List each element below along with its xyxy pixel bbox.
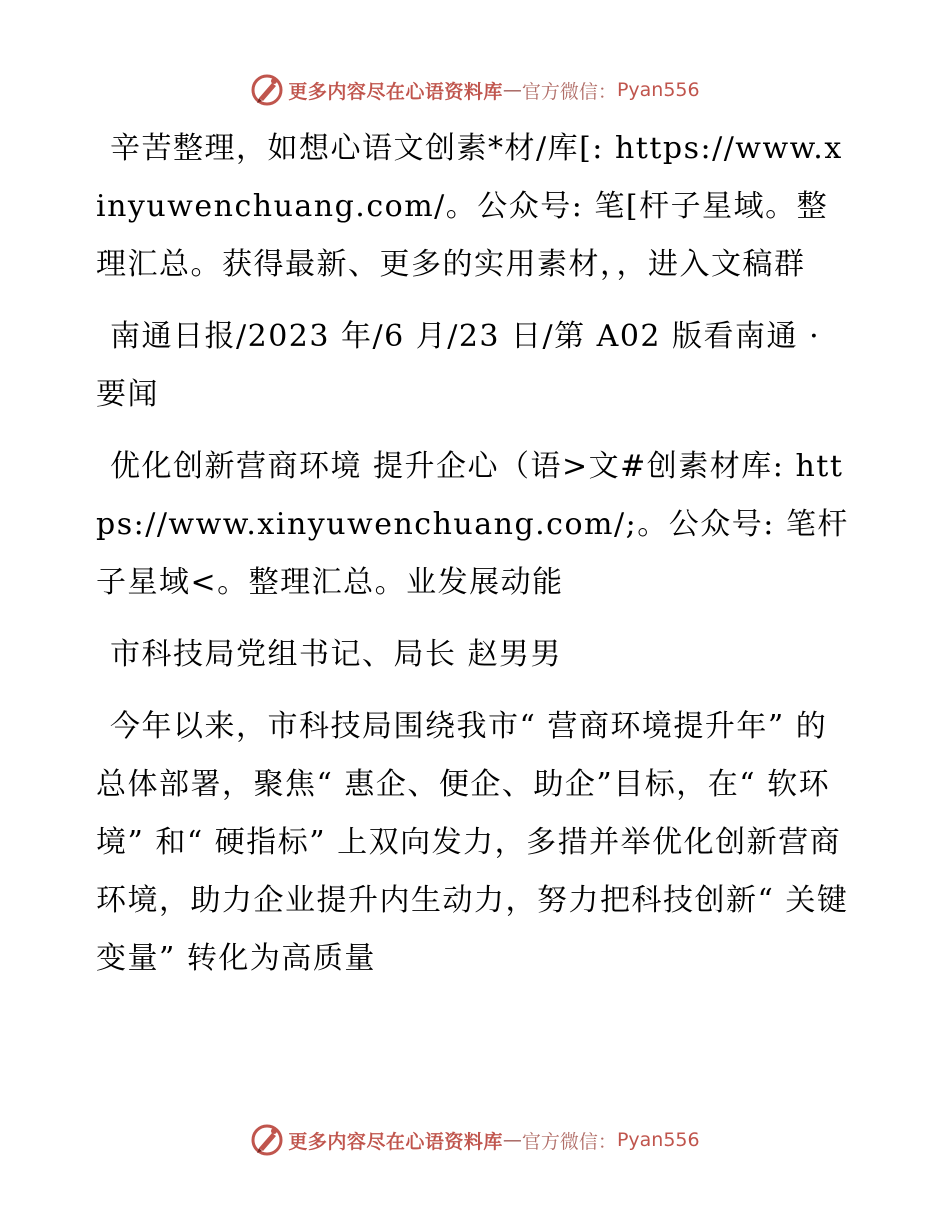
banner-promo-text: 更多内容尽在心语资料库 (288, 1130, 503, 1153)
banner-official-label: 官方微信： (521, 1130, 617, 1153)
banner-wechat-id: Pyan556 (616, 1129, 700, 1151)
paragraph-source-line: 南通日报/2023 年/6 月/23 日/第 A02 版看南通 · 要闻 (96, 319, 821, 412)
banner-dash: — (502, 79, 522, 101)
pen-in-circle-logo-icon (250, 1123, 284, 1157)
banner-promo-text: 更多内容尽在心语资料库 (288, 80, 503, 103)
document-body (96, 120, 852, 1002)
pen-in-circle-logo-icon (250, 73, 284, 107)
footer-watermark-banner (0, 1120, 950, 1160)
paragraph-body: 今年以来，市科技局围绕我市“ 营商环境提升年” 的总体部署，聚焦“ 惠企、便企、助企”目标，在“ 软环境” 和“ 硬指标” 上双向发力，多措并举优化创新营商环境，助力企业提升内生动力，努力把科技创新“ 关键变量” 转化为高质量 (96, 709, 849, 976)
banner-dash: — (502, 1129, 522, 1151)
paragraph-intro: 辛苦整理，如想心语文创素*材/库[: https://www.xinyuwenchuang.com/。公众号: 笔[杆子星域。整理汇总。获得最新、更多的实用素材，，进入文稿群 (96, 131, 843, 282)
header-watermark-banner (0, 70, 950, 110)
banner-wechat-id: Pyan556 (616, 79, 700, 101)
paragraph-author: 市科技局党组书记、局长 赵男男 (110, 637, 563, 672)
paragraph-headline: 优化创新营商环境 提升企心（语>文#创素材库: https://www.xinyuwenchuang.com/;。公众号: 笔杆子星域<。整理汇总。业发展动能 (96, 449, 849, 600)
banner-official-label: 官方微信： (521, 80, 617, 103)
